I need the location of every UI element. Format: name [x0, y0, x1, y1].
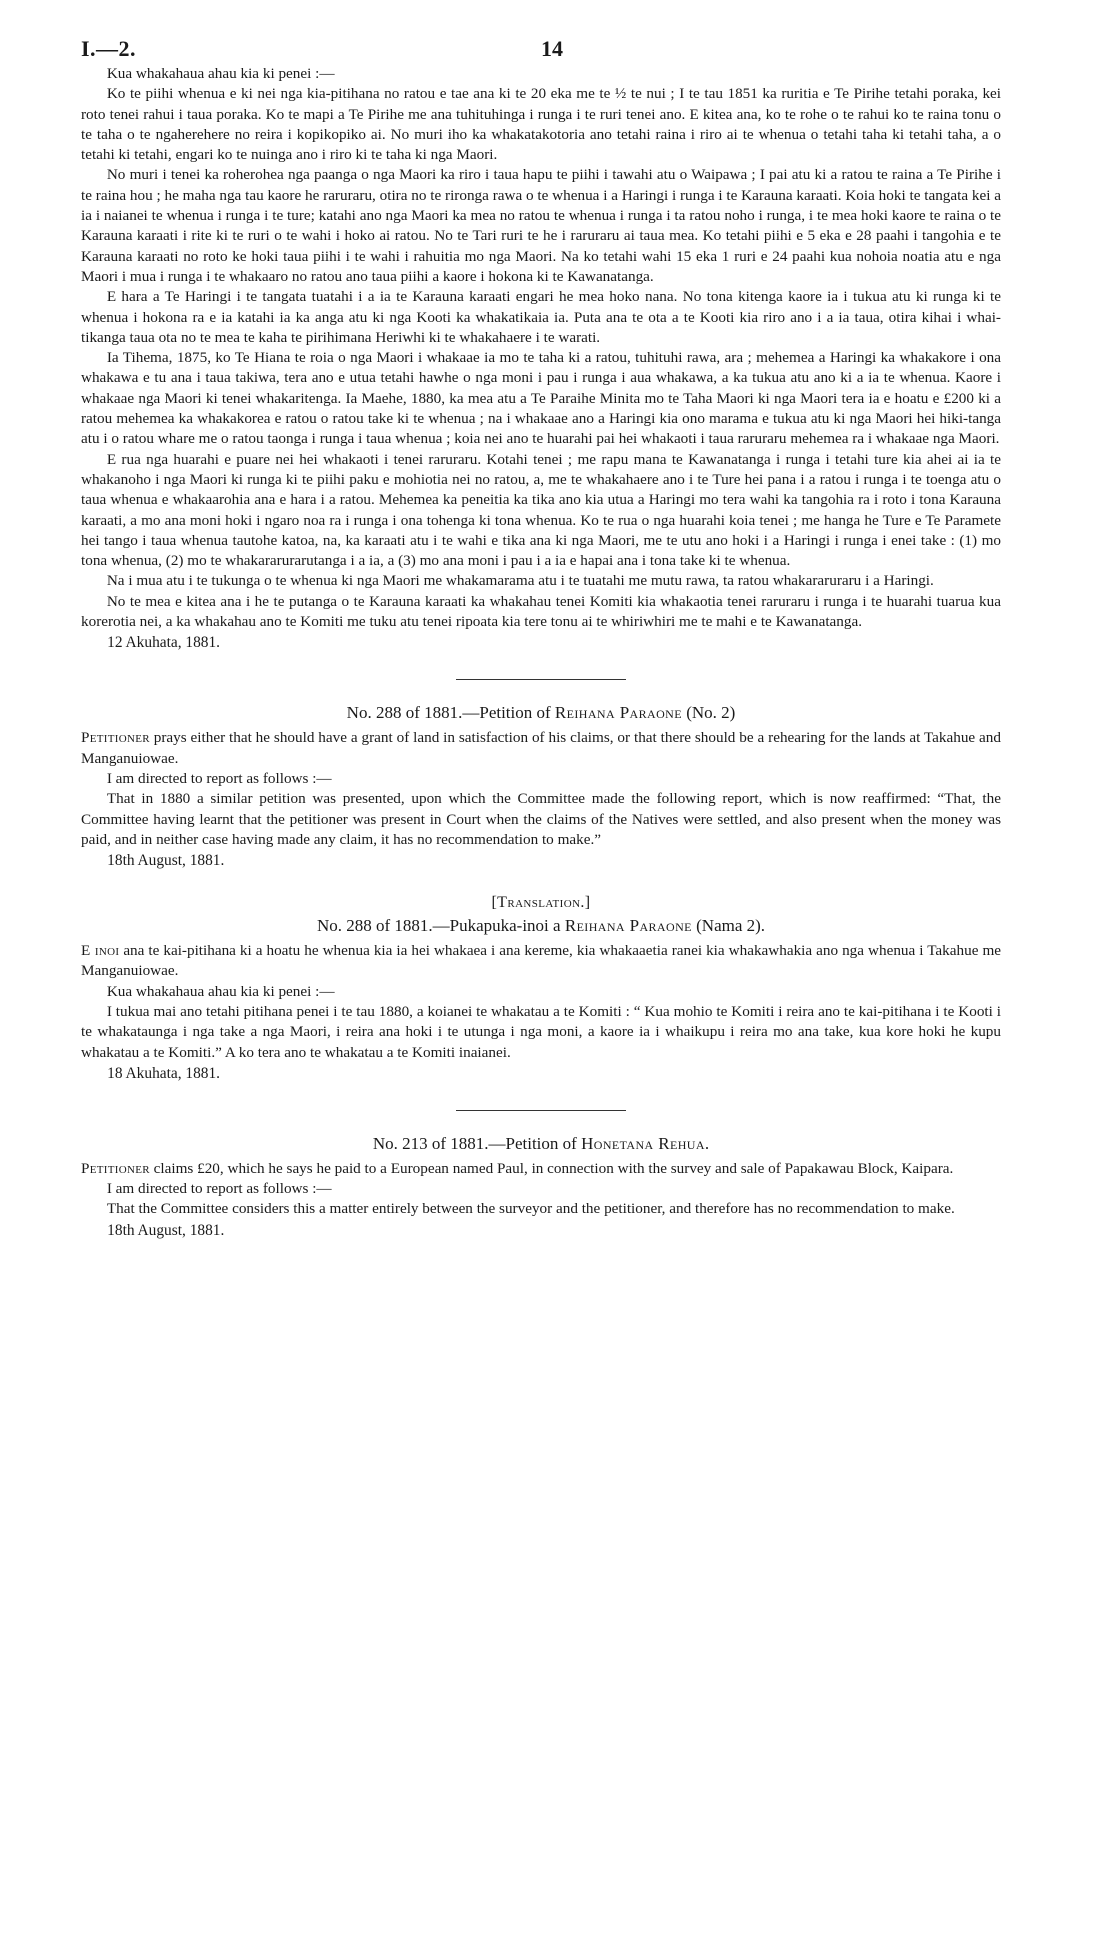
petition-heading-suffix: (No. 2)	[681, 703, 736, 723]
petitioner-name: Reihana Paraone	[564, 916, 692, 936]
directed-line: I am directed to report as follows :—	[106, 769, 332, 787]
petition-heading	[81, 702, 1001, 724]
directed-line: I am directed to report as follows :—	[106, 1180, 332, 1198]
page-header	[81, 0, 1001, 64]
report-paragraph: That the Committee considers this a matter entirely between the surveyor and the petitioner, and therefore has no recommendation to make.	[106, 1200, 955, 1218]
directed-line: Kua whakahaua ahau kia ki penei :—	[106, 982, 335, 1000]
petition-summary	[81, 728, 1001, 769]
petition-heading-suffix: .	[704, 1133, 710, 1153]
petition-heading-prefix: No. 288 of 1881.—Pukapuka-inoi a	[316, 916, 565, 936]
report-paragraph: Ia Tihema, 1875, ko Te Hiana te roia o nga Maori i whakaae ia mo te taha ki a ratou, tuhituhi rawa, ara ; mehemea a Haringi ka whakakore i ona whakawa e tu ana i taua takiwa, tera ano e utua tetahi hawhe o nga moni i pau i runga i aua whakawa, a ka tukua atu ano ki a ia te whenua. Kaore i whakaae nga Maori ki tenei whakaritenga. Ia Maehe, 1880, ka mea atu a Te Paraihe Minita mo te Taha Maori ki nga Maori tera ia e hoatu e £200 ki a ratou mehemea ka whakakorea e ratou o ratou take ki te whenua ; na i whakaae ano a Haringi kia ono marama e tukua atu ki nga Maori hei hiki-tanga atu i o ratou whare me o ratou taonga i runga i taua whenua ; koia nei ano te huarahi pai hei whakaoti i taua raruraru mehemea ra i whakaae nga Maori.	[81, 349, 1001, 448]
petition-summary-text: prays either that he should have a grant of land in satisfaction of his claims, or that there should be a rehearing for the lands at Takahue and Manganuiowae.	[81, 729, 1001, 767]
translation-section	[81, 893, 1001, 1084]
petitioner-name: Honetana Rehua	[581, 1133, 705, 1153]
translation-label	[81, 893, 1001, 913]
petition-213-section	[81, 1133, 1001, 1241]
petition-summary-text: claims £20, which he says he paid to a European named Paul, in connection with the survey and sale of Papakawau Block, Kaipara.	[149, 1159, 954, 1177]
page-reference: I.—2.	[81, 36, 137, 61]
report-date: 18 Akuhata, 1881.	[107, 1064, 221, 1082]
petition-heading	[81, 915, 1001, 937]
maori-report-section	[81, 64, 1001, 653]
report-paragraph: No muri i tenei ka roherohea nga paanga o nga Maori ka riro i taua hapu te piihi i tawahi atu o Waipawa ; I pai atu ki a ratou te raina a Te Pirihe i te raina hou ; he maha nga tau kaore he raruraru, otira no te rironga rawa o te whenua i a Haringi i runga i te Karauna karaati. Koia hoki te tangata kei a ia i naianei te whenua i runga i te ture; katahi ano nga Maori ka mea no ratou te whenua i runga i ta ratou noho i runga, i te mea hoki kaore te raina o te Karauna karaati i rite ki te ruri o te wahi i hoko ai ratou. No te Tari ruri te he i raruraru ai taua mea. Ko tetahi piihi e 5 eka e 28 paahi i tangohia e te Karauna karaati no roto ke hoki taua piihi i te wahi i rahuitia mo nga Maori. Na ko tetahi wahi 15 eka 1 ruri e 24 paahi kua nohoia noatia atu e nga Maori i mua i runga i te whakaaro no ratou ano taua piihi a kaore i hokona ki te Kawanatanga.	[81, 166, 1001, 285]
report-paragraph: That in 1880 a similar petition was presented, upon which the Committee made the following report, which is now reaffirmed: “That, the Committee having learnt that the petitioner was present in Court when the claims of the Natives were settled, and also present when the money was paid, and in neither case having made any claim, it has no recommendation to make.”	[81, 790, 1001, 848]
report-date: 18th August, 1881.	[107, 1221, 225, 1239]
report-paragraph: No te mea e kitea ana i he te putanga o te Karauna karaati ka whakahau tenei Komiti kia whakaotia tenei raruraru i runga i te huarahi tuarua kua korerotia nei, a ka whakahau ano te Komiti me tuku atu tenei ripoata kia tere tonu ai te whiriwhiri me te mahi e te Kawanatanga.	[81, 592, 1001, 631]
section-divider	[456, 679, 626, 680]
page-number: 14	[541, 36, 563, 61]
report-paragraph: I tukua mai ano tetahi pitihana penei i te tau 1880, a koianei te whakatau a te Komiti : “ Kua mohio te Komiti i reira ano te kai-pitihana i te Kooti i te whakataunga i nga take a nga Maori, i reira ana hoki i te utunga i nga moni, a kaore ia i whaikupu i reira mo ana take, kua kore hoki he kupu whakatau a te Komiti.” A ko tera ano te whakatau a te Komiti inaianei.	[81, 1002, 1001, 1061]
petition-summary-text: ana te kai-pitihana ki a hoatu he whenua kia ia hei whakaea i ana kereme, kia whakaaetia ranei kia whakawhakia ano nga whenua i Takahue me Manganuiowae.	[81, 942, 1001, 980]
petition-heading-prefix: No. 288 of 1881.—Petition of	[346, 703, 555, 723]
petition-heading-prefix: No. 213 of 1881.—Petition of	[372, 1133, 582, 1153]
translation-label-text: [Translation.]	[491, 894, 591, 912]
report-paragraph: Na i mua atu i te tukunga o te whenua ki nga Maori me whakamarama atu i te tuatahi me mutu rawa, ta ratou whakararuraru i a Haringi.	[106, 572, 934, 590]
report-date: 12 Akuhata, 1881.	[107, 634, 221, 652]
report-paragraph: E hara a Te Haringi i te tangata tuatahi i a ia te Karauna karaati engari he mea hoko nana. No tona kitenga kaore ia i tukua atu ki runga ki te whenua i hokona ra e ia katahi ia ka anga atu ki nga Kooti ka whakatikaia ia. Puta ana te ota a te Kooti kia riro ano i a ia taua, otira kihai i whai-tikanga taua ota no te mea te kaha te pirihimana Heriwhi ki te whakahaere i te warati.	[81, 288, 1001, 346]
report-paragraph: Ko te piihi whenua e ki nei nga kia-pitihana no ratou e tae ana ki te 20 eka me te ½ te nui ; I te tau 1851 ka ruritia e Te Pirihe tetahi poraka, kei roto tenei rahui i taua poraka. Ko te mapi a Te Pirihe me ana tuhituhinga i runga i te ruri tenei ano. E kitea ana, ko te rohe o te rahui ko te raina tonu o te taha o te ngaherehere no reira i kopikopiko ai. No muri iho ka whakatakotoria ano tetahi raina i riro ai te whenua o tetahi taha ki tetahi taha, a o tetahi ki tetahi, engari ko te nuinga ano i riro ki te taha ki nga Maori.	[81, 85, 1001, 164]
petition-heading-suffix: (Nama 2).	[691, 916, 766, 936]
report-date: 18th August, 1881.	[107, 852, 225, 870]
lead-word: Petitioner	[81, 1159, 150, 1177]
petition-summary	[81, 1159, 1001, 1179]
petition-heading	[81, 1133, 1001, 1155]
section-divider	[456, 1110, 626, 1111]
petitioner-name: Reihana Paraone	[554, 703, 682, 723]
petition-288-section	[81, 702, 1001, 871]
report-paragraph: Kua whakahaua ahau kia ki penei :—	[106, 65, 335, 82]
report-paragraph: E rua nga huarahi e puare nei hei whakaoti i tenei raruraru. Kotahi tenei ; me rapu mana te Kawanatanga i runga i tetahi ture kia ahei ai ia te whakanoho i nga Maori ki runga ki te piihi paku e mohiotia nei no ratou, a, me te whakahaere ano i te Ture hei pana i a ratou i runga i te toenga atu o taua whenua e whakaarohia ana e hara i a ratou. Mehemea ka peneitia ka tika ano kia utua a Haringi mo tera wahi ka tangohia ra i roto i tona Karauna karaati, a mo ana moni hoki i ngaro noa ra i runga i ona tohenga ki tona whenua. Ko te rua o nga huarahi koia tenei ; me hanga he Ture e Te Paramete hei tango i taua whenua tautohe katoa, na, ka karaati atu i te wahi e tika ana ki nga Maori, me te utu ano hoki i a Haringi i runga i enei take : (1) mo tona whenua, (2) mo te whakararurarutanga i a ia, a (3) mo ana moni i pau i a ia e hapai ana i tona take ki te whenua.	[81, 450, 1001, 570]
lead-word: Petitioner	[81, 729, 150, 747]
lead-word: E inoi	[81, 942, 120, 960]
petition-summary	[81, 941, 1001, 982]
